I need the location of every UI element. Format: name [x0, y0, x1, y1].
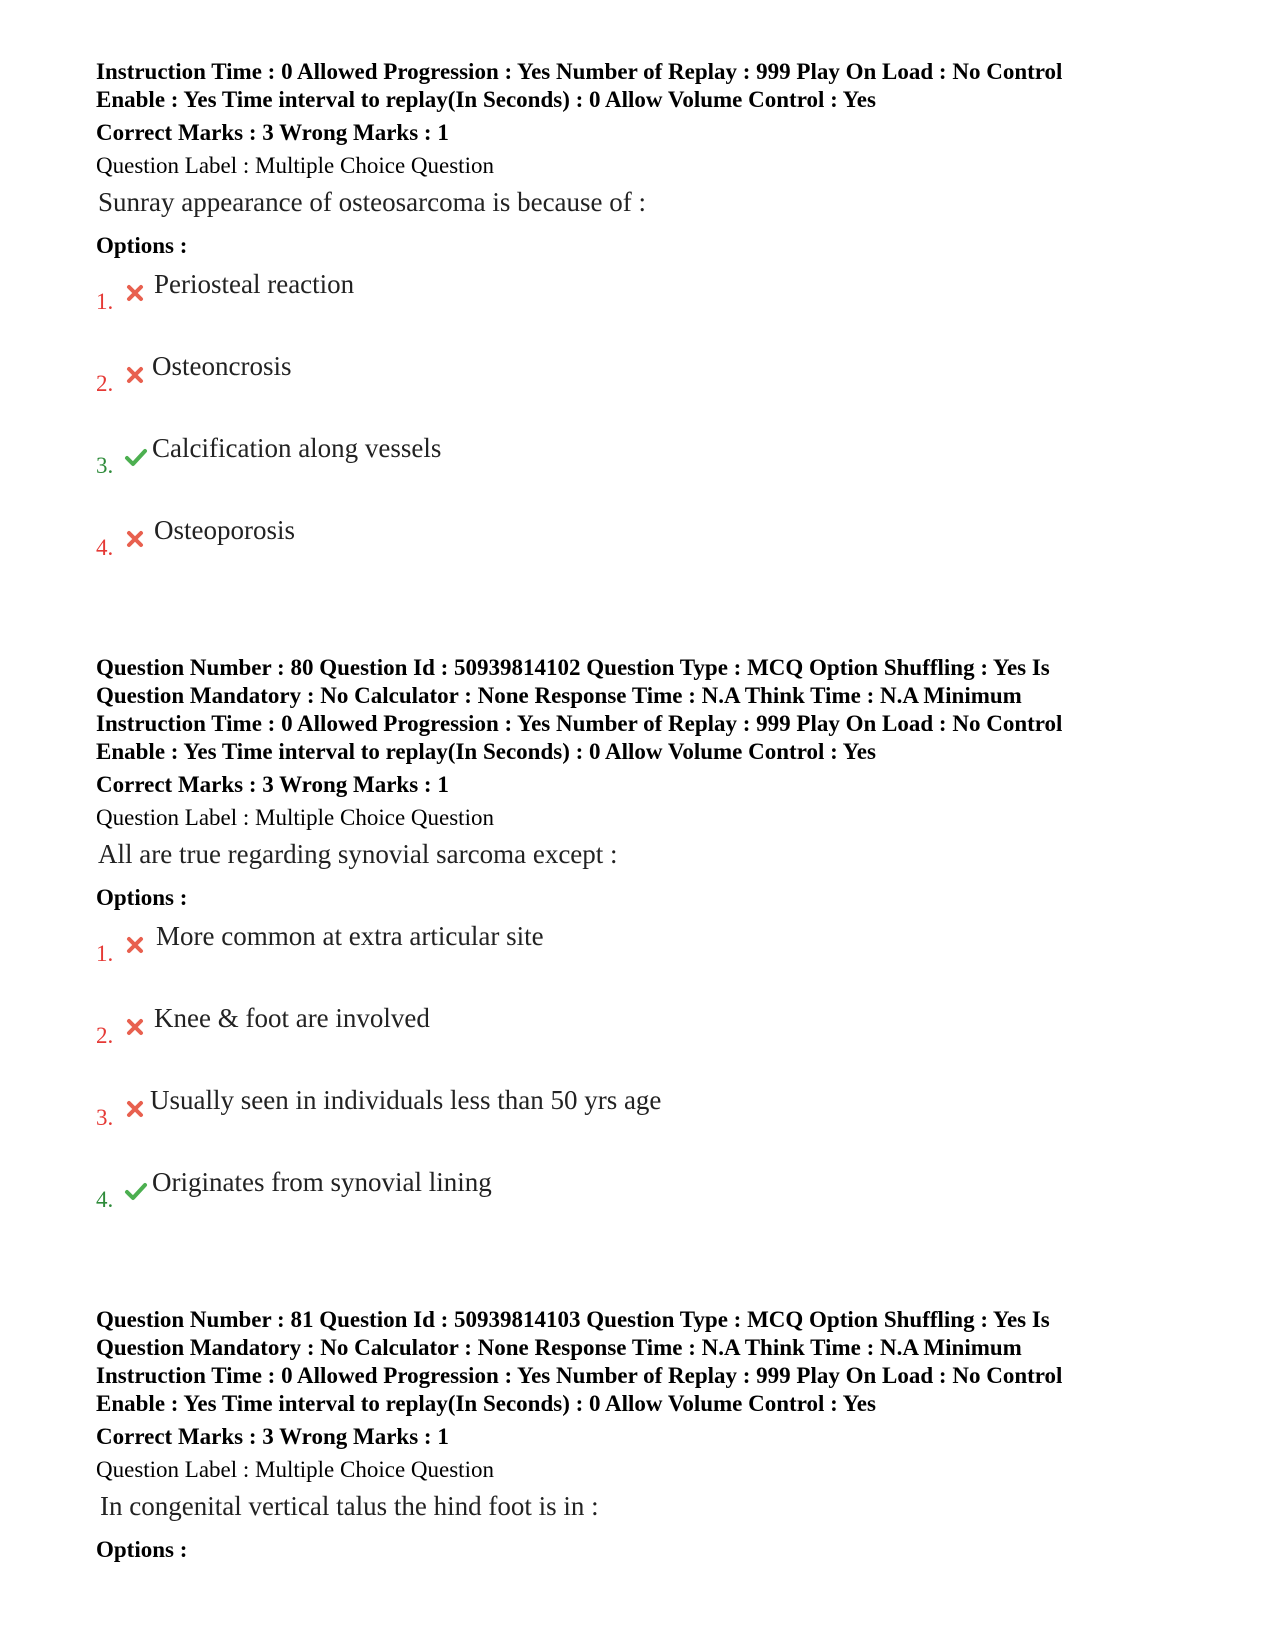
question-marks: Correct Marks : 3 Wrong Marks : 1 [96, 1424, 449, 1449]
question-meta-line: Instruction Time : 0 Allowed Progression : Yes Number of Replay : 999 Play On Load : No Control [96, 1363, 1063, 1388]
option-item [96, 1002, 1196, 1084]
option-number: 4. [96, 1187, 114, 1212]
option-text: Originates from synovial lining [152, 1167, 492, 1197]
option-item [96, 350, 1196, 432]
question-block-79 [96, 58, 1196, 596]
question-meta-line: Question Number : 81 Question Id : 50939814103 Question Type : MCQ Option Shuffling : Yes Is [96, 1307, 1050, 1332]
question-meta-line: Question Mandatory : No Calculator : None Response Time : N.A Think Time : N.A Minimum [96, 683, 1022, 708]
option-text: Usually seen in individuals less than 50 yrs age [150, 1085, 662, 1115]
option-text: Periosteal reaction [154, 269, 355, 299]
option-text: Osteoporosis [154, 515, 295, 545]
question-label: Question Label : Multiple Choice Question [96, 153, 494, 178]
question-text: Sunray appearance of osteosarcoma is because of : [98, 187, 647, 217]
check-icon [122, 1180, 148, 1202]
question-meta-line: Instruction Time : 0 Allowed Progression : Yes Number of Replay : 999 Play On Load : No Control [96, 711, 1063, 736]
cross-icon [124, 282, 146, 304]
option-item [96, 268, 1196, 350]
cross-icon [124, 934, 146, 956]
question-text: In congenital vertical talus the hind foot is in : [100, 1491, 599, 1521]
options-label: Options : [96, 885, 188, 910]
option-text: Osteoncrosis [152, 351, 292, 381]
option-text: Knee & foot are involved [154, 1003, 430, 1033]
option-item [96, 920, 1196, 1002]
option-number: 1. [96, 289, 114, 314]
option-text: More common at extra articular site [156, 921, 544, 951]
option-item [96, 1166, 1196, 1248]
question-meta-line: Instruction Time : 0 Allowed Progression : Yes Number of Replay : 999 Play On Load : No Control [96, 59, 1063, 84]
question-meta-line: Enable : Yes Time interval to replay(In Seconds) : 0 Allow Volume Control : Yes [96, 739, 876, 764]
question-meta-line: Enable : Yes Time interval to replay(In Seconds) : 0 Allow Volume Control : Yes [96, 1391, 876, 1416]
option-number: 1. [96, 941, 114, 966]
option-item [96, 1084, 1196, 1166]
question-label: Question Label : Multiple Choice Question [96, 1457, 494, 1482]
question-meta-line: Enable : Yes Time interval to replay(In Seconds) : 0 Allow Volume Control : Yes [96, 87, 876, 112]
options-label: Options : [96, 1537, 188, 1562]
question-marks: Correct Marks : 3 Wrong Marks : 1 [96, 120, 449, 145]
exam-page [96, 58, 1196, 1564]
question-text: All are true regarding synovial sarcoma except : [98, 839, 618, 869]
option-number: 4. [96, 535, 114, 560]
cross-icon [124, 364, 146, 386]
option-item [96, 514, 1196, 596]
question-block-81 [96, 1306, 1196, 1564]
question-marks: Correct Marks : 3 Wrong Marks : 1 [96, 772, 449, 797]
question-label: Question Label : Multiple Choice Question [96, 805, 494, 830]
option-item [96, 432, 1196, 514]
option-text: Calcification along vessels [152, 433, 442, 463]
option-number: 2. [96, 371, 114, 396]
question-meta-line: Question Mandatory : No Calculator : None Response Time : N.A Think Time : N.A Minimum [96, 1335, 1022, 1360]
option-number: 3. [96, 453, 114, 478]
option-number: 2. [96, 1023, 114, 1048]
check-icon [122, 446, 148, 468]
options-label: Options : [96, 233, 188, 258]
cross-icon [124, 528, 146, 550]
question-meta-line: Question Number : 80 Question Id : 50939814102 Question Type : MCQ Option Shuffling : Yes Is [96, 655, 1050, 680]
cross-icon [124, 1098, 146, 1120]
question-block-80 [96, 654, 1196, 1248]
cross-icon [124, 1016, 146, 1038]
option-number: 3. [96, 1105, 114, 1130]
